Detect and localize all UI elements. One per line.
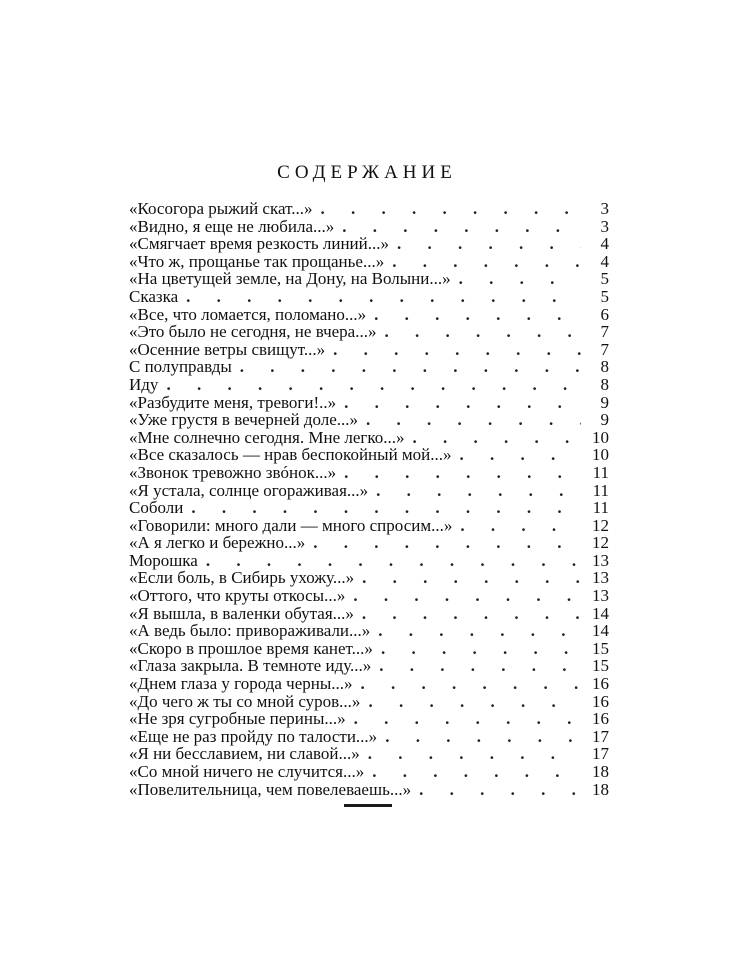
toc-entry <box>129 605 609 623</box>
toc-entry <box>129 235 609 253</box>
dot-leader <box>178 288 581 306</box>
toc-entry <box>129 693 609 711</box>
entry-page-number: 17 <box>592 744 609 764</box>
entry-page-number: 6 <box>600 304 609 324</box>
dot-leader <box>368 482 581 500</box>
dot-leader <box>325 341 581 359</box>
dot-leader <box>345 587 581 605</box>
entry-title: «Повелительница, чем повелеваешь...» <box>129 779 412 799</box>
entry-title: «До чего ж ты со мной суров...» <box>129 691 361 711</box>
entry-page-number: 5 <box>600 286 609 306</box>
dot-leader <box>360 693 581 711</box>
dot-leader <box>354 605 581 623</box>
entry-title: «Все, что ломается, поломано...» <box>129 304 367 324</box>
entry-page-number: 7 <box>600 339 609 359</box>
dot-leader <box>405 429 581 447</box>
entry-title: «Я вышла, в валенки обутая...» <box>129 603 354 623</box>
toc-entry <box>129 622 609 640</box>
dot-leader <box>183 499 581 517</box>
toc-entry <box>129 429 609 447</box>
entry-title: С полуправды <box>129 357 232 377</box>
entry-page-number: 18 <box>592 762 609 781</box>
entry-page-number: 13 <box>592 550 609 570</box>
dot-leader <box>305 534 581 552</box>
entry-title: Морошка <box>129 550 198 570</box>
toc-entry <box>129 710 609 728</box>
end-rule-divider <box>344 804 392 807</box>
entry-page-number: 7 <box>600 322 609 342</box>
entry-title: «Скоро в прошлое время канет...» <box>129 638 373 658</box>
entry-page-number: 18 <box>592 779 609 799</box>
entry-page-number: 4 <box>600 251 609 271</box>
toc-entry <box>129 587 609 605</box>
toc-entry <box>129 640 609 658</box>
entry-page-number: 17 <box>592 726 609 746</box>
dot-leader <box>366 306 581 324</box>
entry-title: «Глаза закрыла. В темноте иду...» <box>129 656 372 676</box>
toc-entry <box>129 657 609 675</box>
dot-leader <box>371 657 581 675</box>
toc-entry <box>129 763 609 781</box>
dot-leader <box>358 411 581 429</box>
toc-entry <box>129 464 609 482</box>
toc-entry <box>129 728 609 746</box>
entry-page-number: 16 <box>592 709 609 729</box>
toc-entry <box>129 517 609 535</box>
entry-title: Иду <box>129 374 159 394</box>
dot-leader <box>232 358 581 376</box>
toc-entry <box>129 306 609 324</box>
dot-leader <box>451 270 581 288</box>
entry-page-number: 14 <box>592 621 609 641</box>
entry-page-number: 3 <box>600 216 609 236</box>
toc-entry <box>129 446 609 464</box>
dot-leader <box>336 394 581 412</box>
entry-title: «А я легко и бережно...» <box>129 533 306 553</box>
toc-entry <box>129 745 609 763</box>
entry-page-number: 9 <box>600 392 609 412</box>
dot-leader <box>373 640 581 658</box>
entry-page-number: 9 <box>600 410 609 430</box>
entry-page-number: 16 <box>592 674 609 694</box>
toc-entry <box>129 675 609 693</box>
dot-leader <box>336 464 581 482</box>
entry-page-number: 11 <box>592 498 609 518</box>
entry-title: «Еще не раз пройду по талости...» <box>129 726 378 746</box>
toc-entry <box>129 394 609 412</box>
entry-title: «А ведь было: привораживали...» <box>129 621 371 641</box>
toc-entry <box>129 341 609 359</box>
entry-page-number: 16 <box>592 691 609 711</box>
toc-entry <box>129 411 609 429</box>
entry-title: Соболи <box>129 498 184 518</box>
entry-title: «Я устала, солнце огораживая...» <box>129 480 369 500</box>
entry-page-number: 12 <box>592 515 609 535</box>
entry-title: «Косогора рыжий скат...» <box>129 199 313 218</box>
entry-title: «Смягчает время резкость линий...» <box>129 234 389 254</box>
dot-leader <box>384 253 581 271</box>
dot-leader <box>312 200 581 218</box>
entry-page-number: 5 <box>600 269 609 289</box>
dot-leader <box>346 710 581 728</box>
dot-leader <box>452 446 581 464</box>
toc-entry <box>129 288 609 306</box>
toc-entry <box>129 534 609 552</box>
entry-page-number: 14 <box>592 603 609 623</box>
contents-heading: СОДЕРЖАНИЕ <box>277 162 457 183</box>
entry-title: «Уже грустя в вечерней доле...» <box>129 410 359 430</box>
toc-entry <box>129 781 609 799</box>
toc-entry <box>129 253 609 271</box>
entry-page-number: 4 <box>600 234 609 254</box>
entry-title: «Все сказалось — нрав беспокойный мой...» <box>129 445 452 465</box>
toc-entry <box>129 376 609 394</box>
entry-title: «Не зря сугробные перины...» <box>129 709 346 729</box>
dot-leader <box>360 745 581 763</box>
dot-leader <box>389 235 581 253</box>
entry-page-number: 11 <box>592 462 609 482</box>
entry-page-number: 12 <box>592 533 609 553</box>
entry-title: Сказка <box>129 286 179 306</box>
entry-title: «Со мной ничего не случится...» <box>129 762 365 781</box>
entry-title: «Что ж, прощанье так прощанье...» <box>129 251 385 271</box>
dot-leader <box>198 552 581 570</box>
entry-title: «Мне солнечно сегодня. Мне легко...» <box>129 427 405 447</box>
entry-page-number: 10 <box>592 445 609 465</box>
dot-leader <box>377 728 581 746</box>
dot-leader <box>370 622 581 640</box>
dot-leader <box>452 517 581 535</box>
entry-page-number: 8 <box>600 374 609 394</box>
toc-entry <box>129 552 609 570</box>
toc-entry <box>129 323 609 341</box>
entry-title: «Если боль, в Сибирь ухожу...» <box>129 568 355 588</box>
dot-leader <box>334 218 581 236</box>
entry-page-number: 15 <box>592 656 609 676</box>
dot-leader <box>376 323 581 341</box>
toc-entry <box>129 482 609 500</box>
dot-leader <box>411 781 581 799</box>
entry-title: «Звонок тревожно звóнок...» <box>129 462 337 482</box>
toc-entry <box>129 218 609 236</box>
toc-entry <box>129 358 609 376</box>
entry-page-number: 13 <box>592 586 609 606</box>
entry-title: «Разбудите меня, тревоги!..» <box>129 392 337 412</box>
dot-leader <box>354 569 581 587</box>
table-of-contents <box>129 200 609 798</box>
entry-page-number: 11 <box>592 480 609 500</box>
entry-page-number: 8 <box>600 357 609 377</box>
entry-page-number: 13 <box>592 568 609 588</box>
entry-title: «Видно, я еще не любила...» <box>129 216 335 236</box>
toc-entry <box>129 200 609 218</box>
dot-leader <box>364 763 581 781</box>
entry-title: «Говорили: много дали — много спросим...» <box>129 515 453 535</box>
entry-title: «Осенние ветры свищут...» <box>129 339 326 359</box>
entry-title: «Я ни бесславием, ни славой...» <box>129 744 360 764</box>
dot-leader <box>158 376 581 394</box>
dot-leader <box>353 675 581 693</box>
entry-title: «На цветущей земле, на Дону, на Волыни...» <box>129 269 451 289</box>
toc-entry <box>129 569 609 587</box>
toc-entry <box>129 270 609 288</box>
entry-page-number: 3 <box>600 199 609 218</box>
entry-page-number: 10 <box>592 427 609 447</box>
entry-title: «Это было не сегодня, не вчера...» <box>129 322 377 342</box>
entry-title: «Оттого, что круты откосы...» <box>129 586 346 606</box>
entry-page-number: 15 <box>592 638 609 658</box>
toc-entry <box>129 499 609 517</box>
entry-title: «Днем глаза у города черны...» <box>129 674 353 694</box>
